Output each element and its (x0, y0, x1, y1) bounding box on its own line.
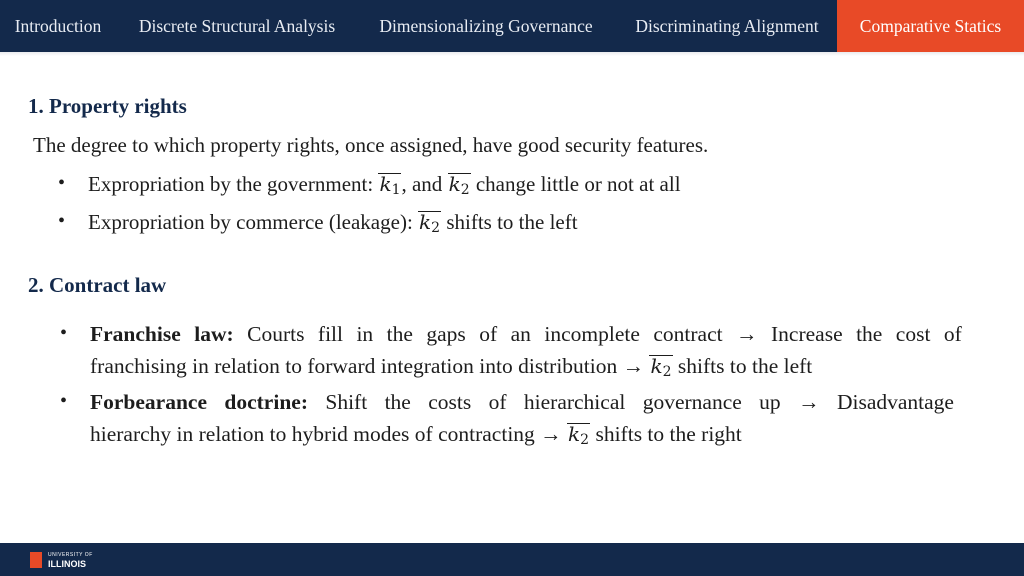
logo-big-text: ILLINOIS (48, 559, 86, 569)
bullet-icon: • (60, 322, 68, 344)
tab-discrete-structural-analysis[interactable]: Discrete Structural Analysis (138, 16, 336, 36)
k2-bar-symbol: $k_2$ (419, 210, 441, 236)
bullet-expropriation-government (88, 172, 681, 198)
bullet-text: Courts fill in the gaps of an incomplete contract → Increase the cost of (233, 322, 962, 346)
bullet-text: and (406, 172, 448, 196)
k2-bar-symbol: $k_2$ (650, 354, 672, 380)
bullet-text: hierarchy in relation to hybrid modes of contracting → (90, 422, 568, 446)
bullet-expropriation-commerce (88, 210, 578, 236)
bullet-icon: • (60, 390, 68, 412)
bullet-forbearance-doctrine-line2 (90, 422, 742, 448)
k2-bar-symbol: $k_2$ (448, 172, 470, 198)
bullet-text: franchising in relation to forward integration into distribution → (90, 354, 650, 378)
bullet-text: Expropriation by commerce (leakage): (88, 210, 419, 234)
comma: , (401, 172, 407, 196)
footer-bar (0, 543, 1024, 576)
tab-dimensionalizing-governance[interactable]: Dimensionalizing Governance (379, 16, 593, 36)
section-heading-contract-law: 2. Contract law (28, 273, 167, 297)
bullet-text: Expropriation by the government: (88, 172, 379, 196)
logo-small-text: UNIVERSITY OF (48, 552, 93, 558)
bullet-text: shifts to the left (441, 210, 578, 234)
bullet-text: shifts to the left (672, 354, 813, 378)
bullet-text: shifts to the right (590, 422, 742, 446)
bold-term-forbearance-doctrine: Forbearance doctrine: (90, 390, 308, 414)
tab-discriminating-alignment[interactable]: Discriminating Alignment (635, 16, 819, 36)
bullet-icon: • (58, 172, 66, 194)
tab-introduction[interactable]: Introduction (14, 16, 102, 36)
bold-term-franchise-law: Franchise law: (90, 322, 234, 346)
tab-comparative-statics[interactable]: Comparative Statics (837, 0, 1024, 52)
bullet-icon: • (58, 210, 66, 232)
block-i-icon (30, 552, 42, 568)
section-heading-property-rights: 1. Property rights (28, 94, 187, 118)
k1-bar-symbol: $k_1$ (379, 172, 401, 198)
k2-bar-symbol: $k_2$ (568, 422, 590, 448)
university-logo (30, 549, 93, 570)
bullet-text: Shift the costs of hierarchical governance up → Disadvantage (307, 390, 954, 414)
bullet-franchise-law-line1 (90, 322, 962, 347)
bullet-forbearance-doctrine-line1 (90, 390, 954, 415)
bullet-franchise-law-line2 (90, 354, 812, 380)
nav-shadow-divider (0, 52, 1024, 56)
section-intro-text: The degree to which property rights, once assigned, have good security features. (33, 133, 709, 157)
top-navigation-bar (0, 0, 1024, 52)
bullet-text: change little or not at all (470, 172, 681, 196)
